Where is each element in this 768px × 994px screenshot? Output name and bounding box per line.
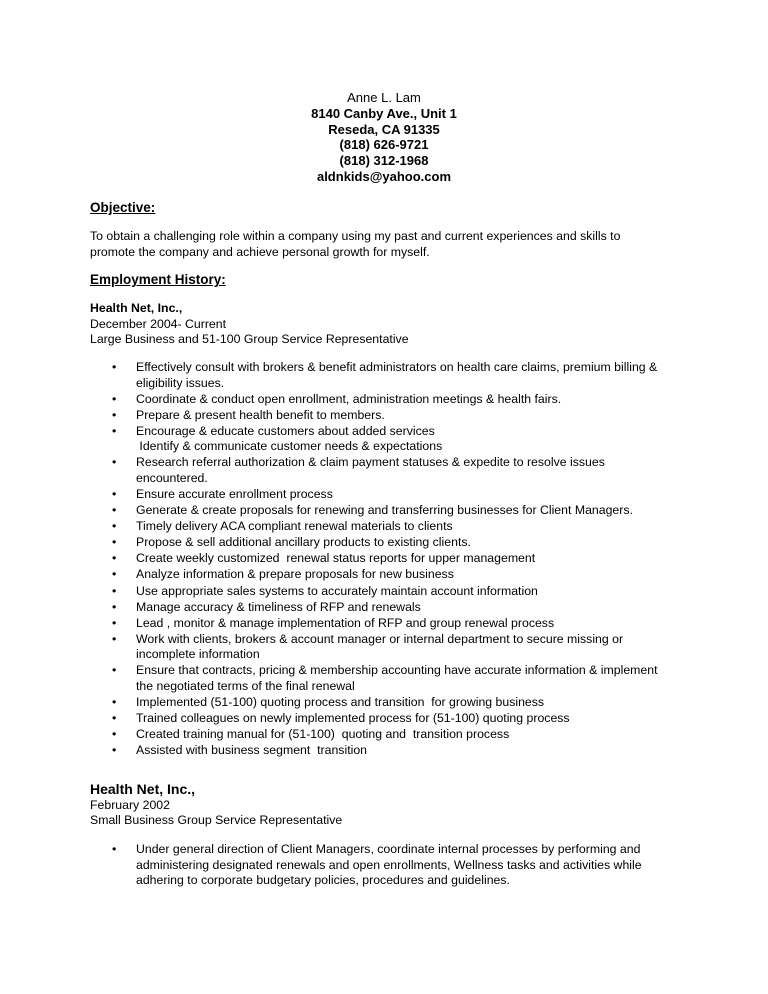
list-item: • Work with clients, brokers & account manager or internal department to secure missing or incomplete information	[112, 631, 624, 662]
list-item: • Trained colleagues on newly implemented process for (51-100) quoting process	[112, 711, 570, 726]
list-item: • Ensure that contracts, pricing & membership accounting have accurate information & implement the negotiated terms of the final renewal	[112, 663, 658, 693]
bullet-icon: •	[112, 551, 117, 566]
job-date: December 2004- Current	[90, 316, 227, 331]
job-company: Health Net, Inc.,	[90, 781, 196, 797]
list-item: • Implemented (51-100) quoting process and transition for growing business	[112, 695, 545, 709]
list-item: • Use appropriate sales systems to accurately maintain account information	[112, 583, 538, 598]
bullet-icon: •	[112, 631, 117, 646]
bullet-icon: •	[112, 695, 117, 709]
bullet-icon: •	[112, 567, 117, 582]
objective-heading: Objective:	[90, 200, 156, 215]
bullet-icon: •	[112, 391, 117, 406]
bullet-icon: •	[112, 583, 117, 598]
job-company: Health Net, Inc.,	[90, 301, 183, 315]
bullet-icon: •	[112, 503, 117, 518]
address-line-1: 8140 Canby Ave., Unit 1	[311, 105, 457, 121]
contact-header	[0, 90, 768, 185]
list-item: • Effectively consult with brokers & benefit administrators on health care claims, premium billing & eligibility issues.	[112, 360, 658, 390]
address-line-2: Reseda, CA 91335	[328, 121, 440, 137]
list-item: • Research referral authorization & claim payment statuses & expedite to resolve issues encountered.	[112, 455, 605, 485]
bullet-icon: •	[112, 727, 117, 742]
list-item: • Created training manual for (51-100) quoting and transition process	[112, 727, 510, 742]
job-role: Large Business and 51-100 Group Service Representative	[90, 332, 409, 346]
list-item: • Manage accuracy & timeliness of RFP and renewals	[112, 599, 421, 614]
job-1-bullet-list	[90, 360, 690, 759]
bullet-icon: •	[112, 842, 117, 856]
list-item: • Under general direction of Client Managers, coordinate internal processes by performing and administering designated renewals and open enrollments, Wellness tasks and activities while adhering to corporate budgetary policies, procedures and guidelines.	[112, 842, 642, 887]
bullet-icon: •	[112, 360, 117, 374]
bullet-icon: •	[112, 535, 117, 550]
list-item: • Lead , monitor & manage implementation of RFP and group renewal process	[112, 615, 555, 630]
job-2-bullet-list	[90, 842, 690, 889]
bullet-icon: •	[112, 743, 117, 758]
list-item: • Assisted with business segment transition	[112, 743, 368, 758]
list-item: • Create weekly customized renewal status reports for upper management	[112, 551, 536, 566]
bullet-icon: •	[112, 711, 117, 726]
job-role: Small Business Group Service Representative	[90, 813, 343, 827]
objective-text-line-1: To obtain a challenging role within a company using my past and current experiences and skills to	[90, 229, 621, 243]
list-item: • Timely delivery ACA compliant renewal materials to clients	[112, 519, 453, 534]
phone-2: (818) 312-1968	[339, 153, 429, 169]
employment-heading: Employment History:	[90, 272, 226, 287]
list-item: • Coordinate & conduct open enrollment, administration meetings & health fairs.	[112, 391, 562, 406]
bullet-icon: •	[112, 663, 117, 678]
job-date: February 2002	[90, 797, 170, 812]
list-item: • Generate & create proposals for renewing and transferring businesses for Client Managers.	[112, 503, 633, 518]
bullet-icon: •	[112, 519, 117, 534]
list-item: • Propose & sell additional ancillary products to existing clients.	[112, 535, 471, 550]
list-item: • Encourage & educate customers about added services Identify & communicate customer needs & expectations	[112, 423, 443, 454]
bullet-icon: •	[112, 407, 117, 422]
bullet-icon: •	[112, 615, 117, 630]
phone-1: (818) 626-9721	[339, 137, 429, 153]
job-2	[90, 782, 690, 829]
job-1	[90, 301, 690, 348]
bullet-icon: •	[112, 423, 117, 438]
objective-text	[90, 229, 690, 260]
list-item: • Prepare & present health benefit to members.	[112, 407, 385, 422]
bullet-icon: •	[112, 486, 117, 501]
objective-text-line-2: promote the company and achieve personal growth for myself.	[90, 244, 430, 259]
list-item: • Ensure accurate enrollment process	[112, 486, 333, 501]
bullet-icon: •	[112, 599, 117, 614]
bullet-icon: •	[112, 455, 117, 470]
email: aldnkids@yahoo.com	[316, 168, 452, 184]
list-item: • Analyze information & prepare proposals for new business	[112, 567, 454, 582]
applicant-name: Anne L. Lam	[347, 90, 421, 105]
